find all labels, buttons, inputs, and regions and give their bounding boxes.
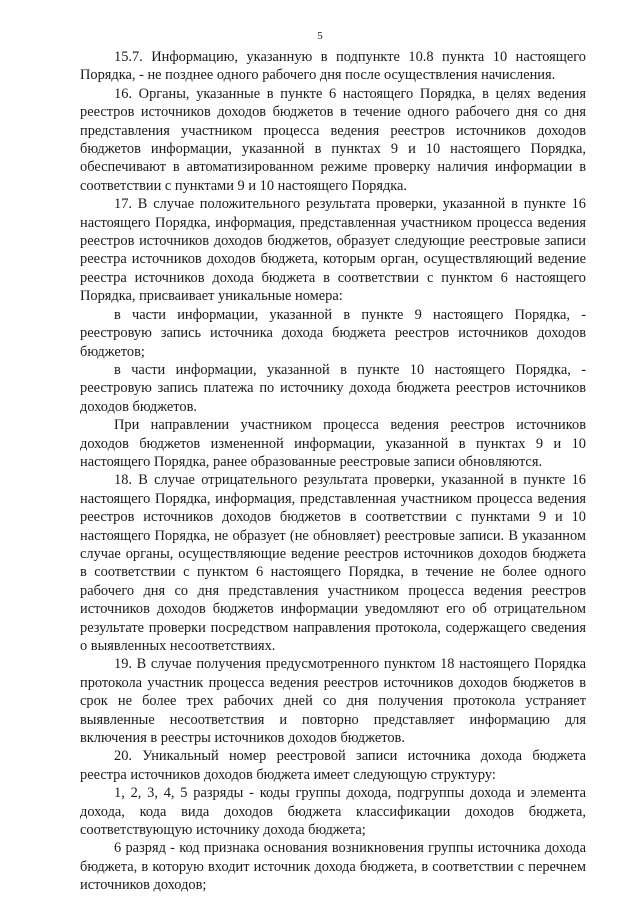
paragraph-15-7: 15.7. Информацию, указанную в подпункте 10.8 пункта 10 настоящего Порядка, - не позднее одного рабочего дня после осуществления начисления. <box>80 49 586 84</box>
page-number: 5 <box>317 30 323 42</box>
paragraph-20-item-1: 1, 2, 3, 4, 5 разряды - коды группы дохода, подгруппы дохода и элемента дохода, кода вида доходов бюджета классификации доходов бюджета, соответствующую источнику дохода бюджета; <box>80 785 586 839</box>
document-body <box>80 48 586 895</box>
paragraph-20: 20. Уникальный номер реестровой записи источника дохода бюджета реестра источников доходов бюджета имеет следующую структуру: <box>80 748 586 783</box>
paragraph-20-item-2: 6 разряд - код признака основания возникновения группы источника дохода бюджета, в которую входит источник дохода бюджета, в соответствии с перечнем источников доходов; <box>80 840 586 894</box>
paragraph-17-item-1: в части информации, указанной в пункте 9 настоящего Порядка, - реестровую запись источника дохода бюджета реестров источников доходов бюджетов; <box>80 306 586 360</box>
paragraph-17-item-2: в части информации, указанной в пункте 10 настоящего Порядка, - реестровую запись платежа по источнику дохода бюджета реестров источников доходов бюджетов. <box>80 361 586 415</box>
paragraph-18: 18. В случае отрицательного результата проверки, указанной в пункте 16 настоящего Порядка, информация, представленная участником процесса ведения реестров источников доходов бюджетов в соответствии с пунктами 9 и 10 настоящего Порядка, не образует (не обновляет) реестровые записи. В указанном случае органы, осуществляющие ведение реестров источников доходов бюджета в соответствии с пунктом 6 настоящего Порядка, в течение не более одного рабочего дня со дня представления участником процесса ведения реестров источников доходов бюджетов информации уведомляют его об отрицательном результате проверки посредством направления протокола, содержащего сведения о выявленных несоответствиях. <box>80 472 586 654</box>
paragraph-17: 17. В случае положительного результата проверки, указанной в пункте 16 настоящего Порядка, информация, представленная участником процесса ведения реестров источников доходов бюджетов, образует следующие реестровые записи реестра источников доходов бюджета, которым орган, осуществляющий ведение реестра источников дохода бюджета в соответствии с пунктом 6 настоящего Порядка, присваивает уникальные номера: <box>80 196 586 305</box>
paragraph-16: 16. Органы, указанные в пункте 6 настоящего Порядка, в целях ведения реестров источников доходов бюджетов в течение одного рабочего дня со дня представления участником процесса ведения реестров источников доходов бюджетов информации, указанной в пунктах 9 и 10 настоящего Порядка, обеспечивают в автоматизированном режиме проверку наличия информации в соответствии с пунктами 9 и 10 настоящего Порядка. <box>80 85 586 194</box>
paragraph-17-update: При направлении участником процесса ведения реестров источников доходов бюджетов измененной информации, указанной в пунктах 9 и 10 настоящего Порядка, ранее образованные реестровые записи обновляются. <box>80 417 586 470</box>
paragraph-19: 19. В случае получения предусмотренного пунктом 18 настоящего Порядка протокола участник процесса ведения реестров источников доходов бюджетов в срок не более трех рабочих дней со дня получения протокола устраняет выявленные несоответствия и повторно представляет информацию для включения в реестры источников доходов бюджетов. <box>80 656 586 747</box>
